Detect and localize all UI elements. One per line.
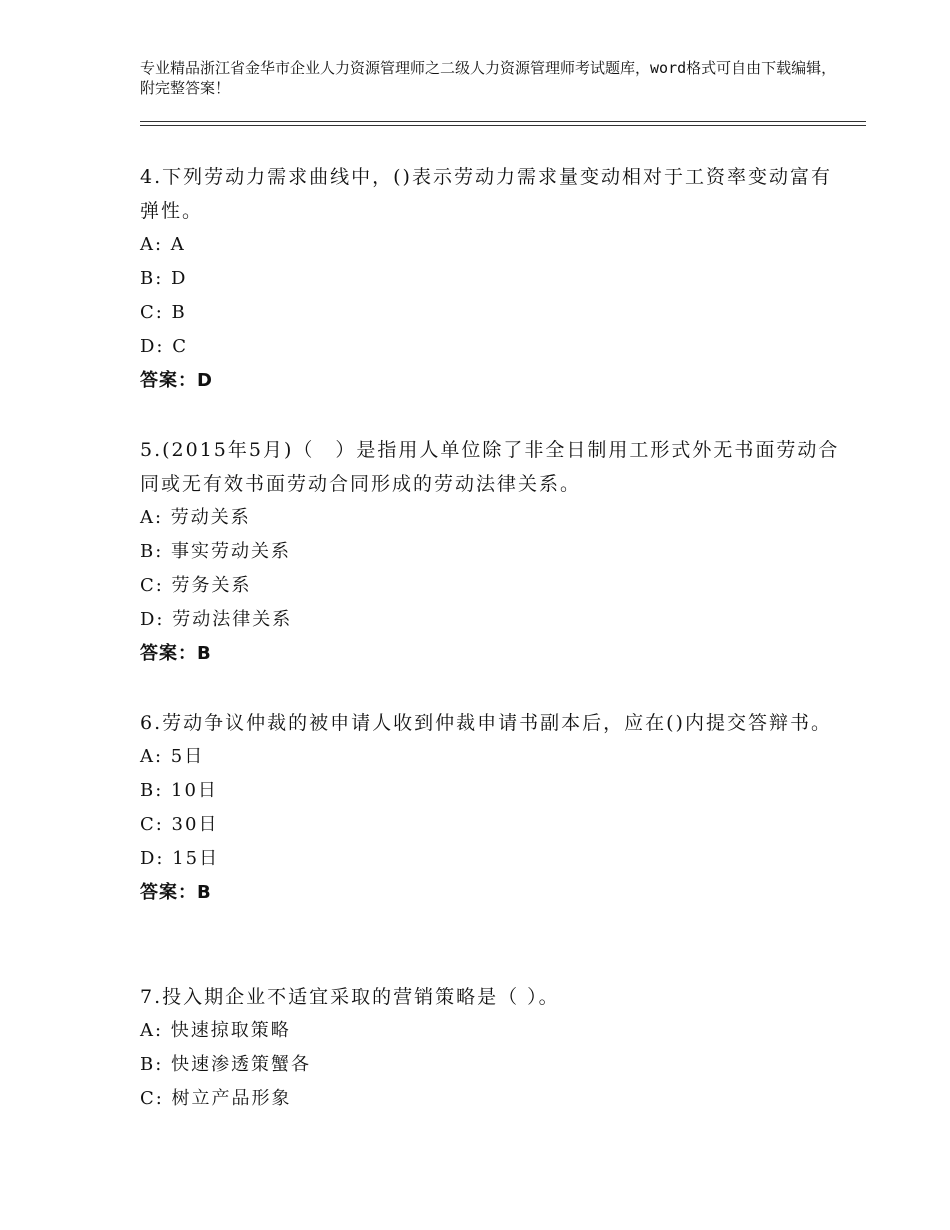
- option-d: D: C: [140, 336, 188, 357]
- header-divider: [140, 121, 866, 126]
- option-d: D: 劳动法律关系: [140, 609, 293, 630]
- question-4: [140, 160, 840, 398]
- question-7: [140, 980, 840, 1116]
- option-a: A: 5日: [140, 746, 205, 767]
- option-a: A: 快速掠取策略: [140, 1020, 291, 1041]
- option-c: C: 30日: [140, 814, 219, 835]
- answer-label: 答案：B: [140, 643, 212, 664]
- option-b: B: 事实劳动关系: [140, 541, 292, 562]
- question-6: [140, 706, 840, 910]
- option-c: C: 劳务关系: [140, 575, 252, 596]
- option-b: B: D: [140, 268, 188, 289]
- question-stem: 5.(2015年5月)（ ）是指用人单位除了非全日制用工形式外无书面劳动合同或无有效书面劳动合同形成的劳动法律关系。: [140, 439, 840, 495]
- option-c: C: B: [140, 302, 187, 323]
- option-c: C: 树立产品形象: [140, 1088, 292, 1109]
- answer-label: 答案：D: [140, 370, 213, 391]
- document-header: 专业精品浙江省金华市企业人力资源管理师之二级人力资源管理师考试题库，word格式可自由下载编辑，附完整答案！: [140, 59, 837, 97]
- option-d: D: 15日: [140, 848, 220, 869]
- option-a: A: A: [140, 234, 186, 255]
- question-stem: 4.下列劳动力需求曲线中，()表示劳动力需求量变动相对于工资率变动富有弹性。: [140, 166, 832, 222]
- question-stem: 6.劳动争议仲裁的被申请人收到仲裁申请书副本后，应在()内提交答辩书。: [140, 712, 832, 734]
- option-b: B: 10日: [140, 780, 218, 801]
- option-b: B: 快速渗透策蟹各: [140, 1054, 312, 1075]
- question-5: [140, 433, 840, 671]
- answer-label: 答案：B: [140, 882, 212, 903]
- question-stem: 7.投入期企业不适宜采取的营销策略是（ ）。: [140, 986, 560, 1008]
- option-a: A: 劳动关系: [140, 507, 251, 528]
